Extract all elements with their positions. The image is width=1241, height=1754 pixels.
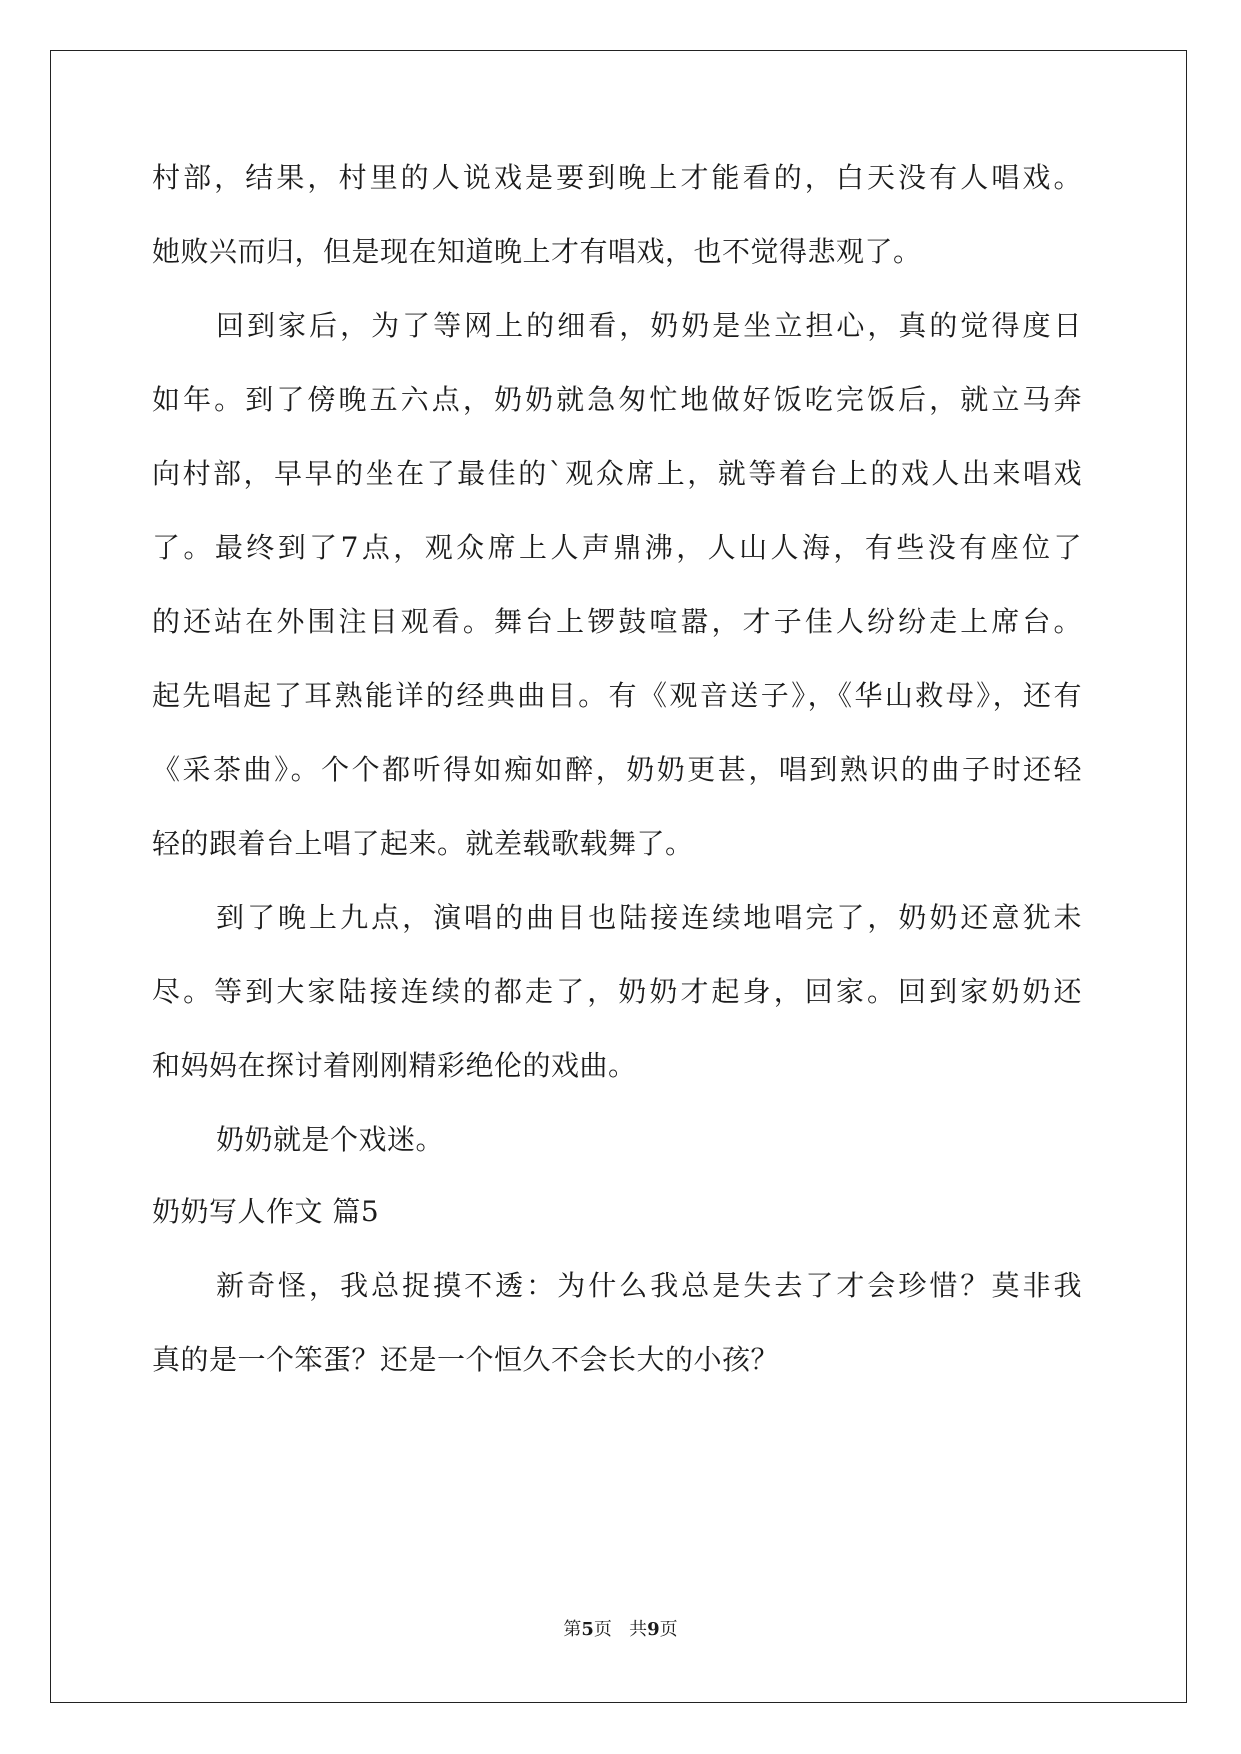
paragraph-line: 到了晚上九点，演唱的曲目也陆接连续地唱完了，奶奶还意犹未	[216, 901, 1082, 934]
paragraph-line: 了。最终到了7点，观众席上人声鼎沸，人山人海，有些没有座位了	[152, 531, 1082, 564]
paragraph-line: 向村部，早早的坐在了最佳的`观众席上，就等着台上的戏人出来唱戏	[152, 457, 1082, 490]
paragraph-line: 奶奶就是个戏迷。	[216, 1123, 445, 1156]
paragraph-line: 起先唱起了耳熟能详的经典曲目。有《观音送子》，《华山救母》，还有	[152, 679, 1082, 712]
total-page-number: 9	[647, 1619, 660, 1640]
paragraph-line: 村部，结果，村里的人说戏是要到晚上才能看的，白天没有人唱戏。	[152, 161, 1082, 194]
paragraph-line: 如年。到了傍晚五六点，奶奶就急匆忙地做好饭吃完饭后，就立马奔	[152, 383, 1082, 416]
page-border	[50, 50, 1187, 1703]
footer-suffix: 页	[659, 1619, 678, 1640]
footer-prefix: 第	[563, 1619, 582, 1640]
current-page-number: 5	[581, 1619, 594, 1640]
footer-mid: 页 共	[593, 1619, 648, 1640]
paragraph-line: 《采茶曲》。个个都听得如痴如醉，奶奶更甚，唱到熟识的曲子时还轻	[152, 753, 1082, 786]
page-footer	[0, 1618, 1241, 1642]
section-heading: 奶奶写人作文 篇5	[152, 1195, 380, 1228]
paragraph-line: 回到家后，为了等网上的细看，奶奶是坐立担心，真的觉得度日	[216, 309, 1082, 342]
paragraph-line: 真的是一个笨蛋？还是一个恒久不会长大的小孩？	[152, 1343, 780, 1376]
paragraph-line: 她败兴而归，但是现在知道晚上才有唱戏，也不觉得悲观了。	[152, 235, 922, 268]
paragraph-line: 轻的跟着台上唱了起来。就差载歌载舞了。	[152, 827, 694, 860]
paragraph-line: 尽。等到大家陆接连续的都走了，奶奶才起身，回家。回到家奶奶还	[152, 975, 1082, 1008]
paragraph-line: 新奇怪，我总捉摸不透：为什么我总是失去了才会珍惜？莫非我	[216, 1269, 1082, 1302]
paragraph-line: 和妈妈在探讨着刚刚精彩绝伦的戏曲。	[152, 1049, 637, 1082]
paragraph-line: 的还站在外围注目观看。舞台上锣鼓喧嚣，才子佳人纷纷走上席台。	[152, 605, 1082, 638]
